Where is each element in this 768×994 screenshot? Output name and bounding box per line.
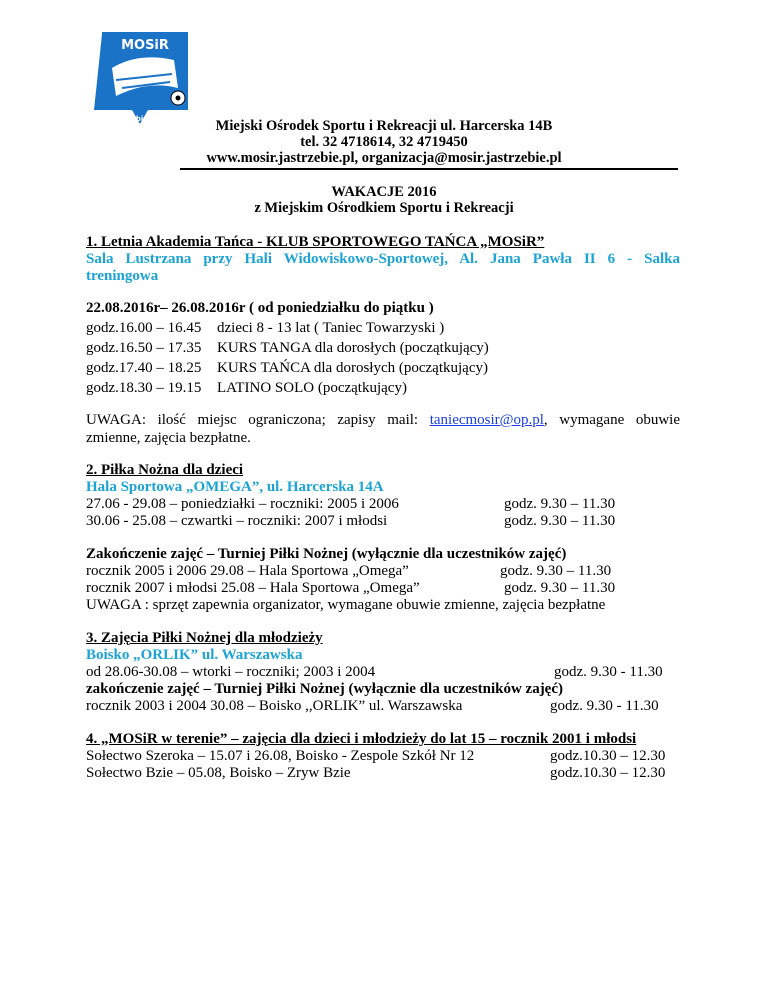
mosir-logo <box>88 30 192 126</box>
s3-row-left: od 28.06-30.08 – wtorki – roczniki; 2003 i 2004 <box>86 664 376 680</box>
svg-text:Jastrzębie Zdrój: Jastrzębie Zdrój <box>108 115 172 123</box>
s4-row-time: godz.10.30 – 12.30 <box>550 765 666 781</box>
svg-text:MOSiR: MOSiR <box>121 38 169 53</box>
s3-row-time: godz. 9.30 - 11.30 <box>554 664 663 680</box>
s2-row-left: 30.06 - 25.08 – czwartki – roczniki: 2007 i młodsi <box>86 513 388 529</box>
header-web-email: www.mosir.jastrzebie.pl, organizacja@mosir.jastrzebie.pl <box>206 150 562 166</box>
header-address: Miejski Ośrodek Sportu i Rekreacji ul. Harcerska 14B <box>215 118 553 134</box>
s1-heading: 1. Letnia Akademia Tańca - KLUB SPORTOWEGO TAŃCA „MOSiR” <box>86 234 545 250</box>
s1-row-desc: KURS TANGA dla dorosłych (początkujący) <box>217 340 489 356</box>
s1-row: godz.16.50 – 17.35 <box>86 340 202 356</box>
s2-final-row-time: godz. 9.30 – 11.30 <box>500 563 612 579</box>
doc-subtitle: z Miejskim Ośrodkiem Sportu i Rekreacji <box>254 200 514 216</box>
s2-final-row-left: rocznik 2005 i 2006 29.08 – Hala Sportowa „Omega” <box>86 563 409 579</box>
s3-venue: Boisko „ORLIK” ul. Warszawska <box>86 647 303 663</box>
s2-final-heading: Zakończenie zajęć – Turniej Piłki Nożnej (wyłącznie dla uczestników zajęć) <box>86 546 567 562</box>
s1-venue: Sala Lustrzana przy Hali Widowiskowo-Sportowej, Al. Jana Pawła II 6 - Salka <box>86 251 680 267</box>
s4-row-left: Sołectwo Szeroka – 15.07 i 26.08, Boisko - Zespole Szkół Nr 12 <box>86 748 475 764</box>
s3-final-row-time: godz. 9.30 - 11.30 <box>550 698 659 714</box>
header-phone: tel. 32 4718614, 32 4719450 <box>300 134 468 150</box>
s1-row-desc: dzieci 8 - 13 lat ( Taniec Towarzyski ) <box>217 320 445 336</box>
s3-heading: 3. Zajęcia Piłki Nożnej dla młodzieży <box>86 630 323 646</box>
s3-final-row-left: rocznik 2003 i 2004 30.08 – Boisko ,,ORLIK” ul. Warszawska <box>86 698 463 714</box>
header-divider <box>180 168 678 170</box>
s1-row: godz.18.30 – 19.15 <box>86 380 202 396</box>
s4-heading: 4. „MOSiR w terenie” – zajęcia dla dzieci i młodzieży do lat 15 – rocznik 2001 i młodsi <box>86 731 637 747</box>
s2-note: UWAGA : sprzęt zapewnia organizator, wymagane obuwie zmienne, zajęcia bezpłatne <box>86 597 606 613</box>
s2-row-time: godz. 9.30 – 11.30 <box>504 496 616 512</box>
s1-note: UWAGA: ilość miejsc ograniczona; zapisy mail: taniecmosir@op.pl, wymagane obuwie <box>86 412 681 428</box>
s2-row-left: 27.06 - 29.08 – poniedziałki – roczniki: 2005 i 2006 <box>86 496 399 512</box>
s2-final-row-time: godz. 9.30 – 11.30 <box>504 580 616 596</box>
s1-row: godz.16.00 – 16.45 <box>86 320 202 336</box>
doc-title: WAKACJE 2016 <box>331 184 437 200</box>
s4-row-time: godz.10.30 – 12.30 <box>550 748 666 764</box>
s2-row-time: godz. 9.30 – 11.30 <box>504 513 616 529</box>
s1-row-desc: LATINO SOLO (początkujący) <box>217 380 407 396</box>
s2-heading: 2. Piłka Nożna dla dzieci <box>86 462 244 478</box>
s4-row-left: Sołectwo Bzie – 05.08, Boisko – Zryw Bzie <box>86 765 351 781</box>
s1-dates: 22.08.2016r– 26.08.2016r ( od poniedziałku do piątku ) <box>86 300 434 316</box>
s1-venue-cont: treningowa <box>86 268 159 284</box>
s2-final-row-left: rocznik 2007 i młodsi 25.08 – Hala Sportowa „Omega” <box>86 580 420 596</box>
s1-row-desc: KURS TAŃCA dla dorosłych (początkujący) <box>217 360 488 376</box>
s3-final-heading: zakończenie zajęć – Turniej Piłki Nożnej (wyłącznie dla uczestników zajęć) <box>86 681 563 697</box>
s1-row: godz.17.40 – 18.25 <box>86 360 202 376</box>
email-link[interactable]: taniecmosir@op.pl <box>429 412 544 428</box>
s1-note-cont: zmienne, zajęcia bezpłatne. <box>86 430 251 446</box>
s2-venue: Hala Sportowa „OMEGA”, ul. Harcerska 14A <box>86 479 384 495</box>
